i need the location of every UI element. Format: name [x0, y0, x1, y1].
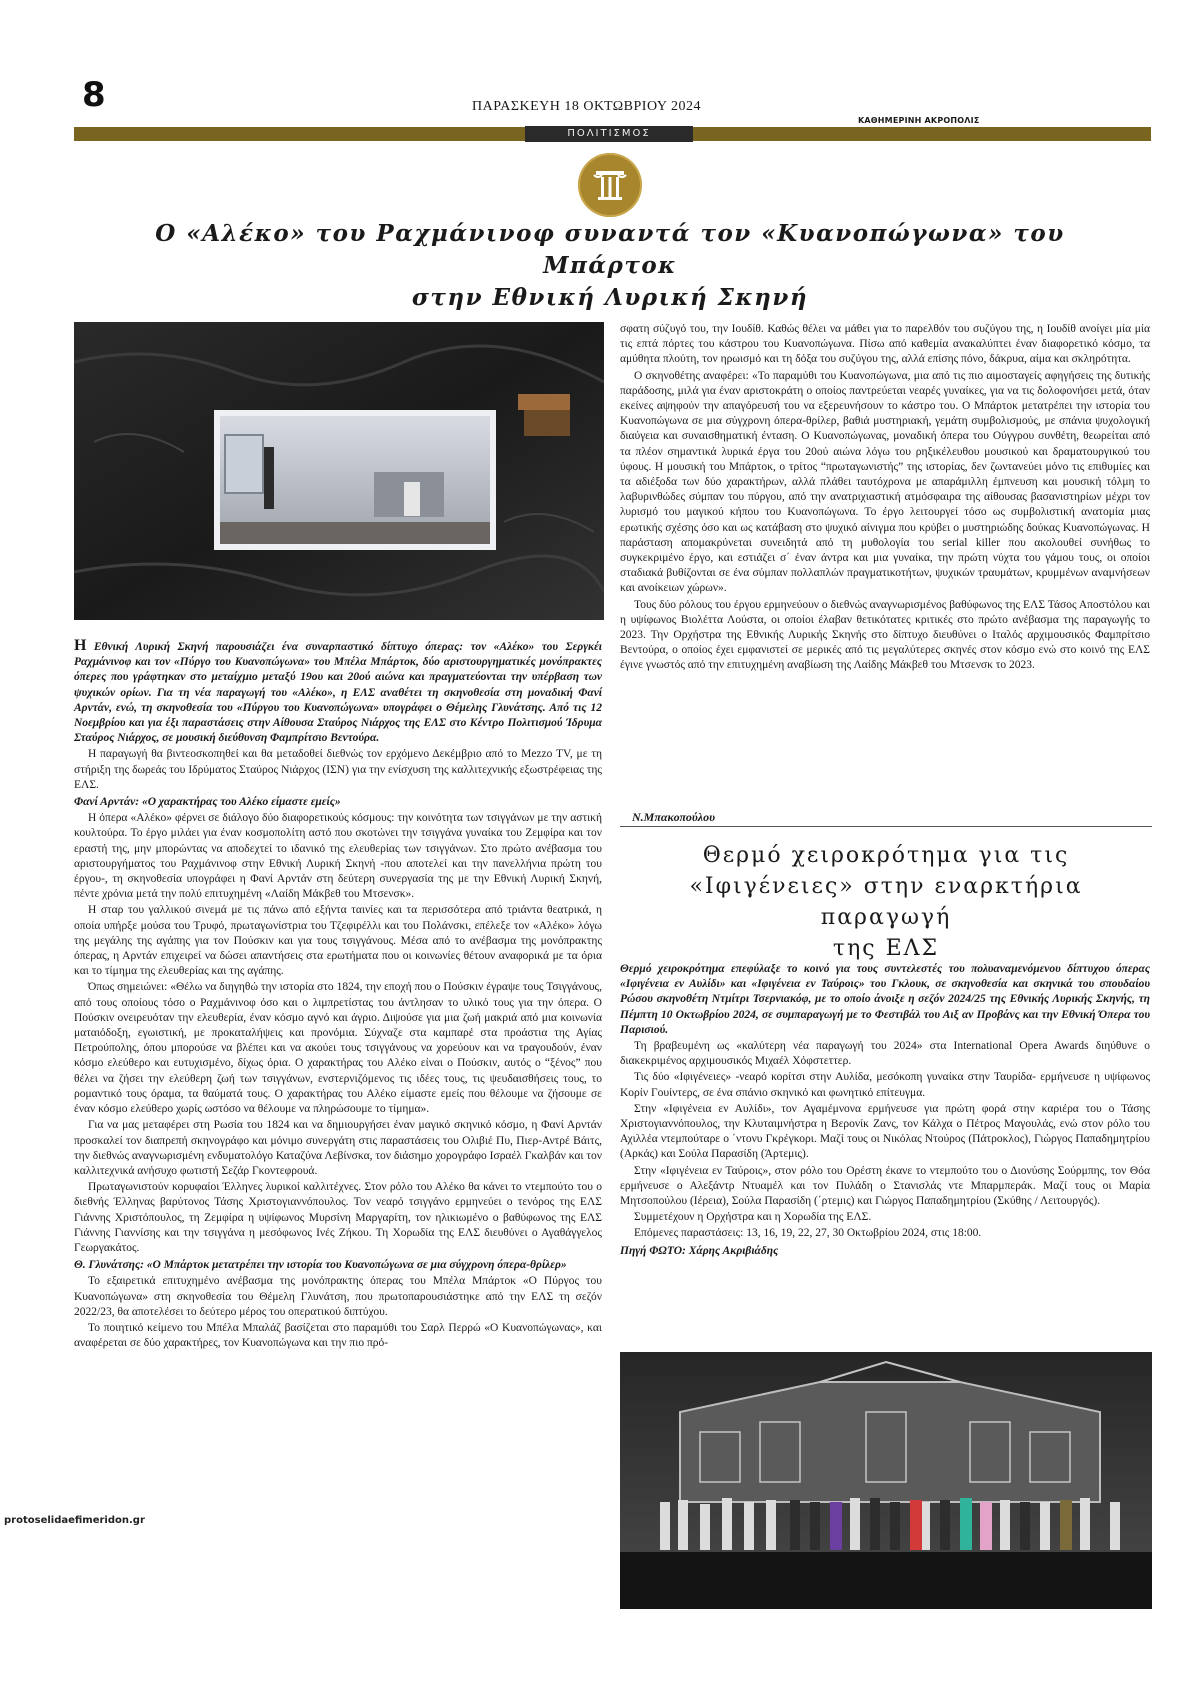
section-label: ΠΟΛΙΤΙΣΜΟΣ [525, 126, 693, 142]
byline-rule [620, 826, 1152, 827]
article2-paragraph: Στην «Ιφιγένεια εν Αυλίδι», τον Αγαμέμνονα ερμήνευσε για πρώτη φορά στην καριέρα του ο Τάσης Χριστογιαννόπουλος, την Κλυταιμνήστρα η Βερονίκ Ζανς, τον Κάλχα ο Πέτρος Μαγουλάς, ενώ στον ρόλο του Αχιλλέα ντεμπούταρε ο ΄ντονυ Γκρέγκορι. Μαζί τους οι Νικόλας Ντούρος (Πάτροκλος), Γιώργος Παπαδημητρίου (Αρκάς) και Σούλα Παρασίδη (Άρτεμις). [620, 1102, 1150, 1161]
main-headline-line1: Ο «Αλέκο» του Ραχμάνινοφ συναντά τον «Κυανοπώγωνα» του Μπάρτοκ [155, 220, 1065, 279]
article1-subheading: Θ. Γλυνάτσης: «Ο Μπάρτοκ μετατρέπει την ιστορία του Κυανοπώγωνα σε μια σύγχρονη όπερα-θρίλερ» [74, 1259, 567, 1272]
dateline: ΠΑΡΑΣΚΕΥΗ 18 ΟΚΤΩΒΡΙΟΥ 2024 [472, 99, 701, 114]
article2-paragraph: Τη βραβευμένη ως «καλύτερη νέα παραγωγή του 2024» στα International Opera Awards διηύθυνε ο διακεκριμένος αρχιμουσικός Μιχαέλ Χόφστεττερ. [620, 1040, 1150, 1068]
article1-paragraph: Τους δύο ρόλους του έργου ερμηνεύουν ο διεθνώς αναγνωρισμένος βαθύφωνος της ΕΛΣ Τάσος Αποστόλου και η υψίφωνος Βιολέττα Λούστα, οι οποίοι έλαβαν θετικότατες κριτικές στο πρώτο ανέβασμα της παραγωγής το 2023. Την Ορχήστρα της Εθνικής Λυρικής Σκηνής στο δίπτυχο διευθύνει ο Ιταλός αρχιμουσικός Φαμπρίτσιο Βεντούρα, ο οποίος έχει εμφανιστεί σε μερικές από τις μεγαλύτερες σκηνές στον κόσμο ενώ στο κοινό της ΕΛΣ έγινε γνωστός από την επιτυχημένη αναβίωση της Λαίδης Μάκβεθ του Μτσενσκ το 2023. [620, 598, 1150, 672]
article1-paragraph: Το ποιητικό κείμενο του Μπέλα Μπαλάζ βασίζεται στο παραμύθι του Σαρλ Περρώ «Ο Κυανοπώγωνας», και αναφέρεται σε δύο χαρακτήρες, τον Κυανοπώγωνα και την πιο πρό- [74, 1321, 602, 1350]
article2-column [620, 962, 1150, 1260]
article1-paragraph: Η παραγωγή θα βιντεοσκοπηθεί και θα μεταδοθεί διεθνώς τον ερχόμενο Δεκέμβριο από το Mezzo TV, με τη στήριξη της δωρεάς του Ιδρύματος Σταύρος Νιάρχος (ΙΣΝ) για την ενίσχυση της καλλιτεχνικής εξωστρέφειας της ΕΛΣ. [74, 748, 602, 791]
article2-lead: Θερμό χειροκρότημα επεφύλαξε το κοινό για τους συντελεστές του πολυαναμενόμενου δίπτυχου όπερας «Ιφιγένεια εν Αυλίδι» και «Ιφιγένεια εν Ταύροις» του Γκλουκ, σε σκηνοθεσία και σκηνικά του σπουδαίου Ρώσου σκηνοθέτη Ντμίτρι Τσερνιακόφ, με το οποίο άνοιξε η σεζόν 2024/25 της Εθνικής Λυρικής Σκηνής, τη Πέμπτη 10 Οκτωβρίου 2024, σε συμπαραγωγή με το Φεστιβάλ του Αιξ αν Προβάνς και την Εθνική Όπερα του Παρισιού. [620, 963, 1150, 1036]
main-headline [90, 218, 1130, 314]
article1-paragraph: Ο σκηνοθέτης αναφέρει: «Το παραμύθι του Κυανοπώγωνα, μια από τις πιο αιμοσταγείς αφηγήσεις της δυτικής παράδοσης, μιλά για έναν αριστοκράτη ο οποίος παντρεύεται νεαρές γυναίκες, για να τις δολοφονήσει μετά, όταν εκείνες αψηφούν την απαγόρευσή του να εξερευνήσουν το κάστρο του. Ο Μπάρτοκ μετατρέπει την ιστορία του Κυανοπώγωνα σε μια σύγχρονη όπερα-θρίλερ, βαθιά μυστηριακή, γεμάτη συμβολισμούς, με σπάνια ψυχολογική διαύγεια και συναισθηματική ένταση. Ο Κυανοπώγωνας, μοναδική όπερα του Ούγγρου συνθέτη, θεωρείται από τα πλέον σημαντικά λυρικά έργα του 20ού αιώνα λόγω του ρηξικέλευθου μουσικού και δραματουργικού του ύφους. Η μουσική του Μπάρτοκ, ο τρίτος “πρωταγωνιστής” της ιστορίας, δεν ζωντανεύει μόνο τις επιθυμίες και τα αδιέξοδα των δύο χαρακτήρων, αλλά πλάθει ταυτόχρονα με απαράμιλλη έμπνευση και μουσική τόλμη το λαβυρινθώδες σύμπαν του πύργου, από την ανατριχιαστική ατμόσφαιρα της αίθουσας βασανιστηρίων μέχρι τον λυρισμό του μαγικού κήπου του Κυανοπώγωνα. Το έργο λειτουργεί τόσο ως συμβολιστική ανατομία μιας ερωτικής σχέσης όσο και ως κατάβαση στο ψυχικό αίνιγμα που κρύβει ο μυστηριώδης δούκας Κυανοπώγωνας. Η παράσταση απομακρύνεται συνειδητά από τη μυθολογία του serial killer που ακολουθεί συνήθως το συγκεκριμένο έργο, και εστιάζει σ΄ έναν άντρα και μια γυναίκα, την πρώτη νύχτα του γάμου τους, οι οποίοι σταδιακά βυθίζονται σε ένα σύμπαν πολλαπλών πραγματικοτήτων, ψυχικών τραυμάτων, κρυμμένων αναμνήσεων και ανοίκειων χώρων». [620, 369, 1150, 595]
article1-paragraph: Για να μας μεταφέρει στη Ρωσία του 1824 και να δημιουργήσει έναν μαγικό σκηνικό κόσμο, η Φανί Αρντάν προσκαλεί τον διαπρεπή σκηνογράφο και μόνιμο συνεργάτη στις παραστάσεις του Ολιβιέ Πυ, Πιερ-Αντρέ Βάιτς, την διεθνώς αναγνωρισμένη ενδυματολόγο Καταζύνα Λεβίνσκα, τον διάσημο χορογράφο Ισραέλ Γκαλβάν και τον καλλιτεχνικά ανήσυχο φωτιστή Σεζάρ Γκοντεφρουά. [74, 1119, 602, 1177]
photo-credit: Πηγή ΦΩΤΟ: Χάρης Ακριβιάδης [620, 1244, 779, 1257]
article2-paragraph: Συμμετέχουν η Ορχήστρα και η Χορωδία της ΕΛΣ. [634, 1211, 872, 1224]
article2-paragraph: Επόμενες παραστάσεις: 13, 16, 19, 22, 27, 30 Οκτωβρίου 2024, στις 18:00. [634, 1227, 982, 1240]
masthead: ΚΑΘΗΜΕΡΙΝΗ ΑΚΡΟΠΟΛΙΣ [858, 116, 980, 125]
page-number: 8 [82, 75, 106, 115]
article1-paragraph: Πρωταγωνιστούν κορυφαίοι Έλληνες λυρικοί καλλιτέχνες. Στον ρόλο του Αλέκο θα κάνει το ντεμπούτο του ο διεθνής Έλληνας βαρύτονος Τάσης Χριστογιαννόπουλος. Τον νεαρό τσιγγάνο ερμηνεύει ο τενόρος της ΕΛΣ Γιάννης Χριστόπουλος, τη Ζεμφίρα η υψίφωνος Μυρσίνη Μαργαρίτη, τον ηλικιωμένο ο βαθύφωνος της ΕΛΣ Γιάννης Γιαννίσης και την τσιγγάνα η μεσόφωνος Ινές Ζήκου. Τη Χορωδία της ΕΛΣ διευθύνει ο Αγαθάγγελος Γεωργακάτος. [74, 1181, 602, 1254]
article1-paragraph: Η όπερα «Αλέκο» φέρνει σε διάλογο δύο διαφορετικούς κόσμους: την κοινότητα των τσιγγάνων με την αστική κουλτούρα. Το έργο μιλάει για έναν κοσμοπολίτη αστό που σκοτώνει την τσιγγάνα γυναίκα του Ζεμφίρα και τον εραστή της, μην μπορώντας να αποδεχτεί το ιδανικό της ελευθερίας των τσιγγάνων. Στο πρώτο ανέβασμα του αριστουργήματος του Ραχμάνινοφ στην Εθνική Λυρική Σκηνή -που αποτελεί και την πανελλήνια πρώτη του έργου-, τη σκηνοθεσία υπογράφει η Φανί Αρντάν στη δεύτερη συνεργασία της με την Εθνική Λυρική Σκηνή, πέντε χρόνια μετά την πολύ επιτυχημένη «Λαίδη Μάκβεθ του Μτσενσκ». [74, 812, 602, 901]
article2-paragraph: Τις δύο «Ιφιγένειες» -νεαρό κορίτσι στην Αυλίδα, μεσόκοπη γυναίκα στην Ταυρίδα- ερμήνευσε η υψίφωνος Κορίν Γουίντερς, σε ένα σπάνιο σκηνικό και φωνητικό επίτευγμα. [620, 1071, 1150, 1099]
lead-dropcap: Η [74, 637, 87, 654]
article1-paragraph: Το εξαιρετικά επιτυχημένο ανέβασμα της μονόπρακτης όπερας του Μπέλα Μπάρτοκ «Ο Πύργος του Κυανοπώγωνα» στη σκηνοθεσία του Θέμελη Γλυνάτση, που πρωτοπαρουσιάστηκε από την ΕΛΣ τη σεζόν 2022/23, θα αποτελέσει το δεύτερο μέρος του οπερατικού διπτύχου. [74, 1275, 602, 1318]
article1-paragraph: Η σταρ του γαλλικού σινεμά με τις πάνω από εξήντα ταινίες και τα περισσότερα από τριάντα θεατρικά, η οποία υπήρξε μούσα του Τρυφό, πρωταγωνίστρια του Τζεφιρέλλι και του Πολάνσκι, επέλεξε τον «Αλέκο» λόγω της μεγάλης της αγάπης για τον Πούσκιν και για τους τσιγγάνους. Μέσα από το ανέβασμα της μονόπρακτης όπερας, η Αρντάν επιχειρεί να δώσει απαντήσεις στα ερωτήματα που οι κοινωνίες θέτουν αναφορικά με τα όρια και το τίμημα της ελευθερίας και της αγάπης. [74, 904, 602, 978]
lead-text: Εθνική Λυρική Σκηνή παρουσιάζει ένα συναρπαστικό δίπτυχο όπερας: τον «Αλέκο» του Σεργκέι Ραχμάνινοφ και τον «Πύργο του Κυανοπώγωνα» του Μπέλα Μπάρτοκ, δύο αριστουργηματικές μονόπρακτες όπερες που γράφτηκαν στο μεταίχμιο μεταξύ 19ου και 20ού αιώνα και πραγματεύονται την υπέρβαση των ψυχικών ορίων. Για τη νέα παραγωγή του «Αλέκο», η ΕΛΣ αναθέτει τη σκηνοθεσία στη μοναδική Φανί Αρντάν, ενώ, τη σκηνοθεσία του «Πύργου του Κυανοπώγωνα» υπογράφει ο Θέμελης Γλυνάτσης. Από τις 12 Νοεμβρίου και για έξι παραστάσεις στην Αίθουσα Σταύρος Νιάρχος της ΕΛΣ στο Κέντρο Πολιτισμού Ίδρυμα Σταύρος Νιάρχος, σε μουσική διεύθυνση Φαμπρίτσιο Βεντούρα. [74, 641, 602, 745]
main-headline-line2: στην Εθνική Λυρική Σκηνή [411, 284, 809, 311]
article1-subheading: Φανί Αρντάν: «Ο χαρακτήρας του Αλέκο είμαστε εμείς» [74, 796, 341, 809]
watermark: protoselidaefimeridon.gr [4, 1515, 145, 1526]
stage-photo-aleko [74, 322, 604, 620]
article1-paragraph: σφατη σύζυγό του, την Ιουδίθ. Καθώς θέλει να μάθει για το παρελθόν του συζύγου της, η Ιουδίθ ανοίγει μία μία τις επτά πόρτες του κάστρου του Κυανοπώγωνα. Πίσω από καθεμία ανακαλύπτει έναν διαφορετικό κόσμο, τα αμύθητα πλούτη, τον ηρωισμό και τη δόξα του συζύγου της, αλλά επίσης πόνο, δάκρυα, αίμα και σκληρότητα. [620, 323, 1150, 366]
second-headline-line1: Θερμό χειροκρότημα για τις [702, 843, 1070, 868]
article2-paragraph: Στην «Ιφιγένεια εν Ταύροις», στον ρόλο του Ορέστη έκανε το ντεμπούτο του ο Διονύσης Σούρμπης, τον Θόα ερμήνευσε ο Αλεξάντρ Ντυαμέλ και τον Πυλάδη ο Στανισλάς ντε Μπαρμπεράκ. Μαζί τους οι Μαρία Μητσοπούλου (Ιέρεια), Σούλα Παρασίδη (΄ρτεμις) και Γιώργος Παπαδημητρίου (Σκύθης / Λειτουργός). [620, 1164, 1150, 1208]
article1-left-column [74, 638, 602, 1352]
second-headline [620, 840, 1152, 964]
second-headline-line2: «Ιφιγένειες» στην εναρκτήρια παραγωγή [689, 874, 1083, 930]
column-emblem-icon [578, 153, 642, 217]
article1-lead [74, 638, 602, 746]
article1-byline: Ν.Μπακοπούλου [632, 810, 715, 824]
second-headline-line3: της ΕΛΣ [832, 936, 940, 961]
curtain-call-photo [620, 1352, 1152, 1609]
article1-paragraph: Όπως σημειώνει: «Θέλω να διηγηθώ την ιστορία στο 1824, την εποχή που ο Πούσκιν έγραψε τους Τσιγγάνους, από τους οποίους τόσο ο Ραχμάνινοφ όσο και ο λιμπρετίστας του άντλησαν το υλικό τους για την όπερα. Ο Πούσκιν ονειρευόταν την ελευθερία, έναν κόσμο αγνό και άγριο. Διψούσε για μια ζωή μακριά από μια κοινωνία ματαιόδοξη, εγωιστική, με προκαταλήψεις και προνόμια. Σύχναζε στα καμπαρέ στα προάστια της Αγίας Πετρούπολης, όπου μπορούσε να βλέπει και να ακούει τους τσιγγάνους να χορεύουν και να τραγουδούν, έναν κόσμο ελεύθερο και ευτυχισμένο, δίχως όρια. Ο χαρακτήρας του Αλέκο είναι ο Πούσκιν, αυτός ο “ξένος” που θέλει να ζήσει την ελεύθερη ζωή των τσιγγάνων, ενστερνιζόμενος τις ιδέες τους, τις ψευδαισθήσεις τους, το ρομαντικό τους όραμα, τα θαύματά τους. Ο χαρακτήρας του Αλέκο είμαστε εμείς που θέλουμε να ζήσουμε σε έναν κόσμο ελεύθερο χωρίς ωστόσο να θέλουμε να πληρώσουμε το τίμημα». [74, 981, 602, 1116]
article1-right-column [620, 322, 1150, 675]
